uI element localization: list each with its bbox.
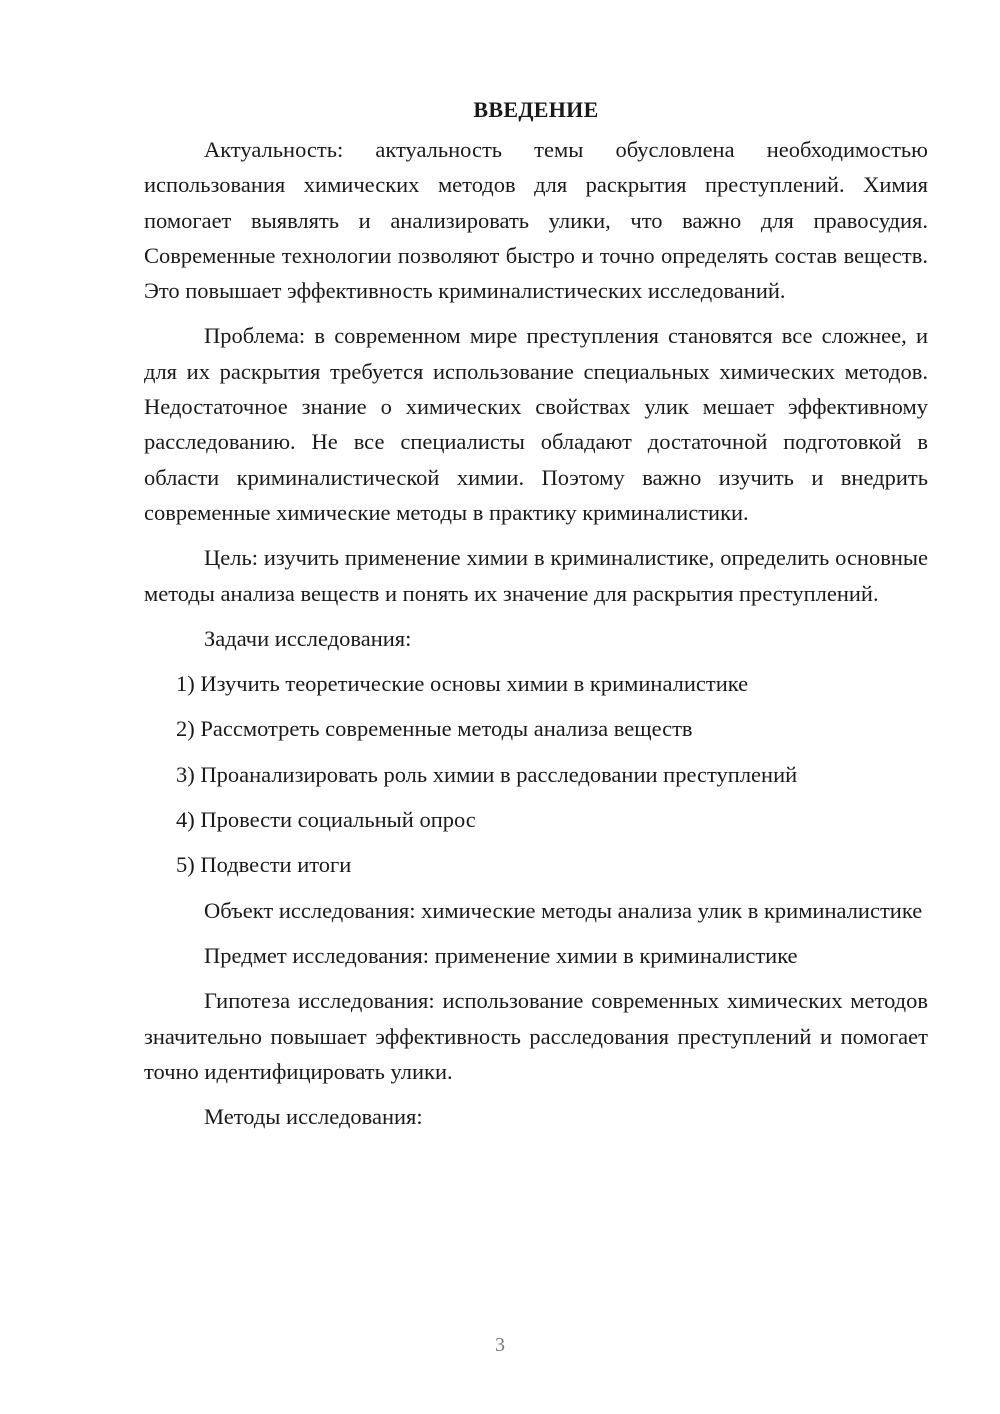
task-item: 5) Подвести итоги (176, 852, 352, 878)
problem-paragraph: Проблема: в современном мире преступления становятся все сложнее, и для их раскрытия требуется использование специальных химических методов. Недостаточное знание о химических свойствах улик мешает эффективному расследованию. Не все специалисты обладают достаточной подготовкой в области криминалистической химии. Поэтому важно изучить и внедрить современные химические методы в практику криминалистики. (144, 323, 928, 525)
task-item: 2) Рассмотреть современные методы анализа веществ (176, 716, 693, 742)
methods-heading: Методы исследования: (204, 1104, 423, 1130)
tasks-heading: Задачи исследования: (204, 625, 412, 651)
page-title: ВВЕДЕНИЕ (473, 97, 599, 122)
task-item: 1) Изучить теоретические основы химии в криминалистике (176, 671, 749, 697)
object-paragraph: Объект исследования: химические методы анализа улик в криминалистике (204, 897, 923, 923)
relevance-paragraph: Актуальность: актуальность темы обусловлена необходимостью использования химических методов для раскрытия преступлений. Химия помогает выявлять и анализировать улики, что важно для правосудия. Современные технологии позволяют быстро и точно определять состав веществ. Это повышает эффективность криминалистических исследований. (144, 137, 928, 304)
task-item: 4) Провести социальный опрос (176, 807, 476, 833)
page-number: 3 (495, 1334, 505, 1356)
document-page (144, 92, 928, 1144)
subject-paragraph: Предмет исследования: применение химии в криминалистике (204, 942, 798, 968)
goal-paragraph: Цель: изучить применение химии в криминалистике, определить основные методы анализа веществ и понять их значение для раскрытия преступлений. (144, 545, 928, 606)
task-item: 3) Проанализировать роль химии в расследовании преступлений (176, 761, 798, 787)
hypothesis-paragraph: Гипотеза исследования: использование современных химических методов значительно повышает эффективность расследования преступлений и помогает точно идентифицировать улики. (144, 988, 928, 1084)
tasks-list (144, 666, 928, 882)
